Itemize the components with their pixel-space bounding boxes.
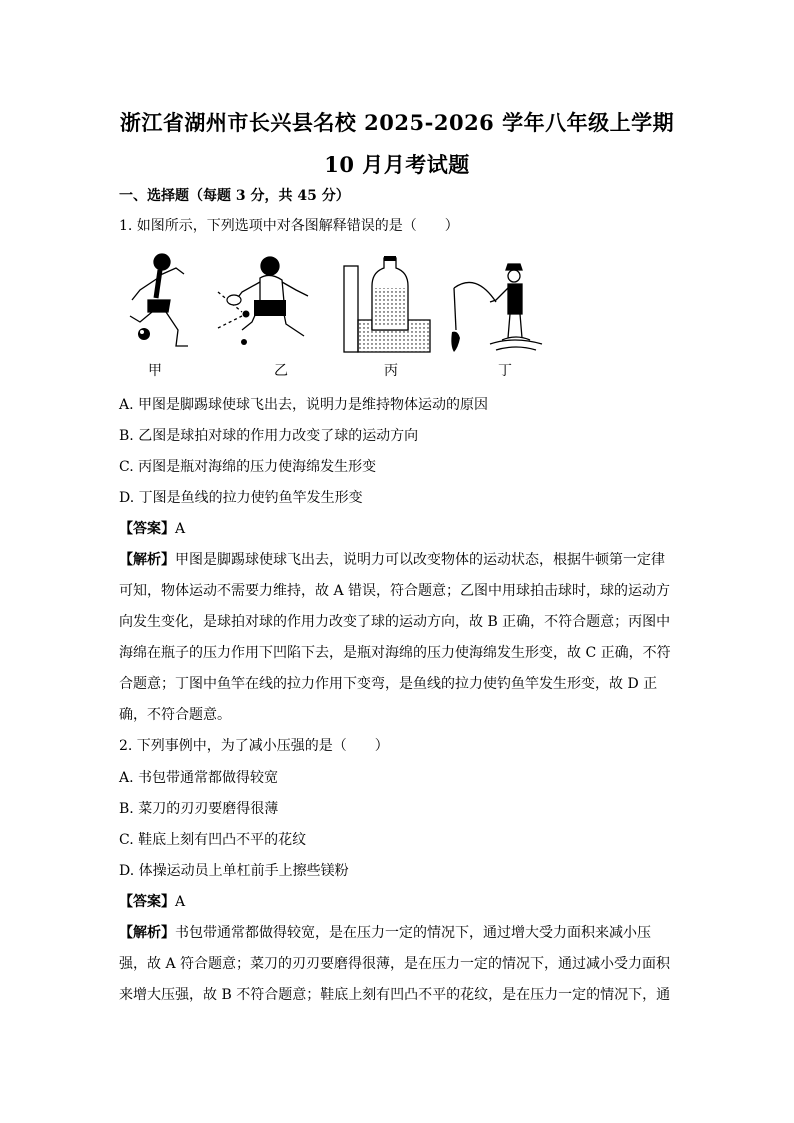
q2-option-b: B. 菜刀的刃刃要磨得很薄 [119,801,279,817]
q1-stem: 1. 如图所示，下列选项中对各图解释错误的是（ ） [119,218,459,234]
q2-analysis-line-1 [119,923,679,943]
section-heading: 一、选择题（每题 3 分，共 45 分） [119,188,350,204]
q2-answer-label: 【答案】 [119,894,175,910]
q2-answer-value: A [175,894,186,910]
q1-answer-value: A [175,521,186,537]
figure-label-ding: 丁 [498,363,512,379]
q1-analysis-line-5: 合题意；丁图中鱼竿在线的拉力作用下变弯，是鱼线的拉力使钓鱼竿发生形变，故 D 正 [119,676,658,692]
q1-option-c: C. 丙图是瓶对海绵的压力使海绵发生形变 [119,459,377,475]
q1-option-d: D. 丁图是鱼线的拉力使钓鱼竿发生形变 [119,490,363,506]
q1-analysis-text-1: 甲图是脚踢球使球飞出去，说明力可以改变物体的运动状态，根据牛顿第一定律 [175,552,665,568]
figure-ding-fishing-image [446,258,550,360]
q1-analysis-line-4: 海绵在瓶子的压力作用下凹陷下去，是瓶对海绵的压力使海绵发生形变，故 C 正确，不符 [119,645,671,661]
figure-label-bing: 丙 [384,363,398,379]
q2-stem: 2. 下列事例中，为了减小压强的是（ ） [119,738,389,754]
figure-yi-racket-image [212,252,316,352]
q1-analysis-line-6: 确，不符合题意。 [119,707,231,723]
q2-option-c: C. 鞋底上刻有凹凸不平的花纹 [119,832,307,848]
q1-analysis-line-2: 可知，物体运动不需要力维持，故 A 错误，符合题意；乙图中用球拍击球时，球的运动方 [119,583,671,599]
q2-analysis-line-3: 来增大压强，故 B 不符合题意；鞋底上刻有凹凸不平的花纹，是在压力一定的情况下，通 [119,987,671,1003]
q1-analysis-line-3: 向发生变化，是球拍对球的作用力改变了球的运动方向，故 B 正确，不符合题意；丙图中 [119,614,671,630]
q1-option-b: B. 乙图是球拍对球的作用力改变了球的运动方向 [119,428,419,444]
figure-label-jia: 甲 [148,363,162,379]
q2-option-a: A. 书包带通常都做得较宽 [119,770,279,786]
q2-analysis-text-1: 书包带通常都做得较宽，是在压力一定的情况下，通过增大受力面积来减小压 [175,925,651,941]
q1-analysis-label: 【解析】 [119,552,175,568]
q2-analysis-line-2: 强，故 A 符合题意；菜刀的刃刃要磨得很薄，是在压力一定的情况下，通过减小受力面积 [119,956,671,972]
q1-option-a: A. 甲图是脚踢球使球飞出去，说明力是维持物体运动的原因 [119,397,489,413]
q2-answer [119,892,679,912]
q1-answer [119,519,679,539]
figure-jia-kicking-image [118,250,198,352]
q2-option-d: D. 体操运动员上单杠前手上擦些镁粉 [119,863,349,879]
q1-analysis-line-1 [119,550,679,570]
figure-label-yi: 乙 [274,363,288,379]
document-title-line1: 浙江省湖州市长兴县名校 2025-2026 学年八年级上学期 [119,110,675,135]
document-title-line2: 10 月月考试题 [324,152,470,177]
q2-analysis-label: 【解析】 [119,925,175,941]
figure-bing-bottle-sponge-image [342,254,434,354]
q1-answer-label: 【答案】 [119,521,175,537]
